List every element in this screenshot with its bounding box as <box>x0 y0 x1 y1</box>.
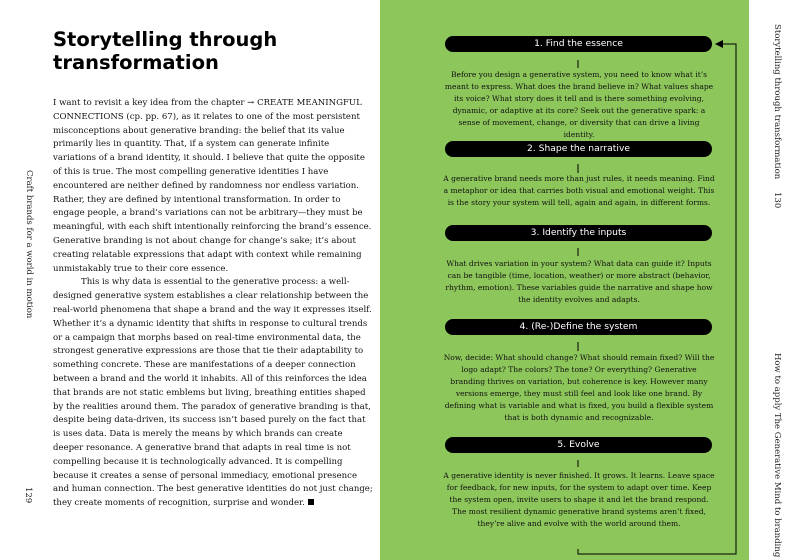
step-5-description: A generative identity is never finished. It grows. It learns. Leave space for feedback, for new inputs, for the system to adapt over time. Keep the system open, invite users to shape it and let the brand respond. The most resilient dynamic generative brand systems aren’t fixed, they’re alive and evolve with the world around them. <box>443 471 715 528</box>
step-1-header: 1. Find the essence <box>445 36 712 52</box>
step-3-header: 3. Identify the inputs <box>445 225 712 241</box>
left-running-head <box>20 170 36 370</box>
paragraph-2 <box>53 276 373 511</box>
step-2-header: 2. Shape the narrative <box>445 141 712 157</box>
paragraph-2-text: This is why data is essential to the generative process: a well-designed generative system establishes a clear relationship between the real-world phenomena that shape a brand and the way it expresses itself. Whether it’s a dynamic identity that shifts in response to cultural trends or a campaign that morphs based on real-time environmental data, the strongest generative expressions are those that tie their adaptability to something concrete. These are manifestations of a deeper connection between a brand and the world it inhabits. All of this reinforces the idea that brands are not static emblems but living, breathing entities shaped by the realities around them. The paradox of generative branding is that, despite being data-driven, its success isn’t based purely on the fact that is uses data. Data is merely the means by which brands can create deeper resonance. A generative brand that adapts in real time is not compelling because it is technologically advanced. It is compelling because it creates a sense of personal immediacy, emotional presence and human connection. The best generative identities do not just change; they create moments of recognition, surprise and wonder. <box>53 277 373 509</box>
left-running-head-text: Craft brands for a world in motion <box>24 170 34 319</box>
step-2-description: A generative brand needs more than just rules, it needs meaning. Find a metaphor or idea that carries both visual and emotional weight. This is the story your system will tell, again and again, in different forms. <box>443 174 715 207</box>
step-4-header: 4. (Re-)Define the system <box>445 319 712 335</box>
left-page-number: 129 <box>23 487 33 504</box>
end-mark-icon <box>308 499 314 505</box>
right-section-label: How to apply The Generative Mind to branding <box>772 353 782 558</box>
page-title: Storytelling through transformation <box>53 28 278 74</box>
paragraph-1: I want to revisit a key idea from the chapter → CREATE MEANINGFUL CONNECTIONS (cp. pp. 67), as it relates to one of the most persistent misconceptions about generative branding: the belief that its value primarily lies in quantity. That, if a system can generate infinite variations of a brand identity, it should. I believe that quite the opposite of this is true. The most compelling generative identities I have encountered are neither defined by randomness nor endless variation. Rather, they are defined by intentional transformation. In order to engage people, a brand’s variations can not be arbitrary—they must be meaningful, with each shift intentionally reinforcing the brand’s essence. Generative branding is not about change for change’s sake; it’s about creating relatable expressions that adapt with context while remaining unmistakably true to their core essence. <box>53 98 372 274</box>
step-1-description: Before you design a generative system, you need to know what it’s meant to express. What does the brand believe in? What values shape its voice? What story does it tell and is there something evolving, dynamic, or adaptive at its core? Seek out the generative spark: a sense of movement, change, or diversity that can drive a living identity. <box>444 70 714 139</box>
step-5-header: 5. Evolve <box>445 437 712 453</box>
step-4-description: Now, decide: What should change? What should remain fixed? Will the logo adapt? The colors? The tone? Or everything? Generative branding thrives on variation, but coherence is key. However many versions emerge, they must still feel and look like one brand. By defining what is variable and what is fixed, you build a flexible system that is both dynamic and recognizable. <box>443 353 715 422</box>
step-3-description: What drives variation in your system? What data can guide it? Inputs can be tangible (time, location, weather) or more abstract (behavior, rhythm, emotion). These variables guide the narrative and shape how the identity evolves and adapts. <box>445 259 713 304</box>
right-running-head: Storytelling through transformation <box>772 24 782 180</box>
right-page-number: 130 <box>772 192 782 209</box>
body-text <box>53 97 373 511</box>
